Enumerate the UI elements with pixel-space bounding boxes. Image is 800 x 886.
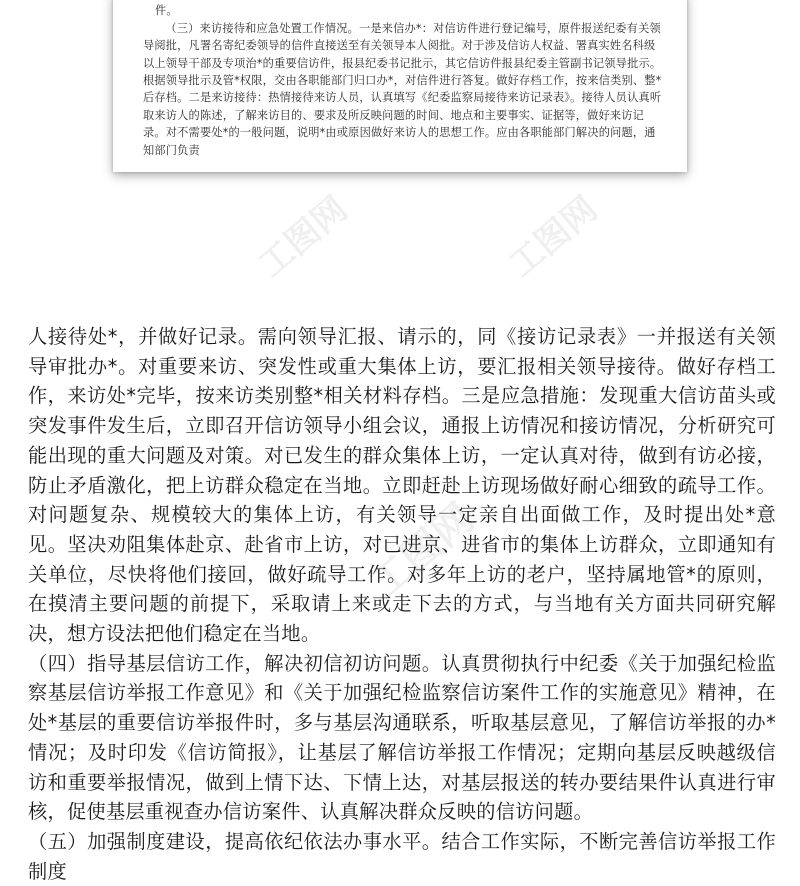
- page-preview-area: [0, 0, 800, 300]
- body-paragraph-continued: 人接待处*，并做好记录。需向领导汇报、请示的，同《接访记录表》一并报送有关领导审批办*。对重要来访、突发性或重大集体上访，要汇报相关领导接待。做好存档工作，来访处*完毕，按来访类别整*相关材料存档。三是应急措施：发现重大信访苗头或突发事件发生后，立即召开信访领导小组会议，通报上访情况和接访情况，分析研究可能出现的重大问题及对策。对已发生的群众集体上访，一定认真对待，做到有访必接，防止矛盾激化，把上访群众稳定在当地。立即赶赴上访现场做好耐心细致的疏导工作。对问题复杂、规模较大的集体上访，有关领导一定亲自出面做工作，及时提出处*意见。坚决劝阻集体赴京、赴省市上访，对已进京、进省市的集体上访群众，立即通知有关单位，尽快将他们接回，做好疏导工作。对多年上访的老户，坚持属地管*的原则，在摸清主要问题的前提下，采取请上来或走下去的方式，与当地有关方面共同研究解决，想方设法把他们稳定在当地。: [28, 325, 776, 646]
- watermark-text: 工图网: [361, 494, 483, 608]
- page-preview-card: [113, 0, 687, 172]
- watermark-text: 工图网: [501, 189, 606, 286]
- document-body: [28, 322, 776, 886]
- body-paragraph-section-5: （五）加强制度建设，提高依纪依法办事水平。结合工作实际，不断完善信访举报工作制度: [28, 829, 776, 883]
- preview-paragraph: （三）来访接待和应急处置工作情况。一是来信办*：对信访件进行登记编号，原件报送纪委有关领导阅批，凡署名寄纪委领导的信件直接送至有关领导本人阅批。对于涉及信访人权益、署真实姓名科级以上领导干部及专项治*的重要信访件，报县纪委书记批示，其它信访件报县纪委主管副书记领导批示。根据领导批示及管*权限，交由各职能部门归口办*，对信件进行答复。做好存档工作，按来信类别、整*后存档。二是来访接待：热情接待来访人员，认真填写《纪委监察局接待来访记录表》。接待人员认真听取来访人的陈述，了解来访目的、要求及所反映问题的时间、地点和主要事实、证据等，做好来访记录。对不需要处*的一般问题，说明*由或原因做好来访人的思想工作。应由各职能部门解决的问题，通知部门负责: [143, 21, 662, 157]
- watermark-text: 工图网: [251, 189, 356, 286]
- preview-text-block: [143, 0, 663, 159]
- preview-tail-line: 件。: [155, 4, 178, 18]
- body-paragraph-section-4: （四）指导基层信访工作，解决初信初访问题。认真贯彻执行中纪委《关于加强纪检监察基层信访举报工作意见》和《关于加强纪检监察信访案件工作的实施意见》精神，在处*基层的重要信访举报件时，多与基层沟通联系，听取基层意见，了解信访举报的办*情况；及时印发《信访简报》，让基层了解信访举报工作情况；定期向基层反映越级信访和重要举报情况，做到上情下达、下情上达，对基层报送的转办要结果件认真进行审核，促使基层重视查办信访案件、认真解决群众反映的信访问题。: [28, 651, 776, 824]
